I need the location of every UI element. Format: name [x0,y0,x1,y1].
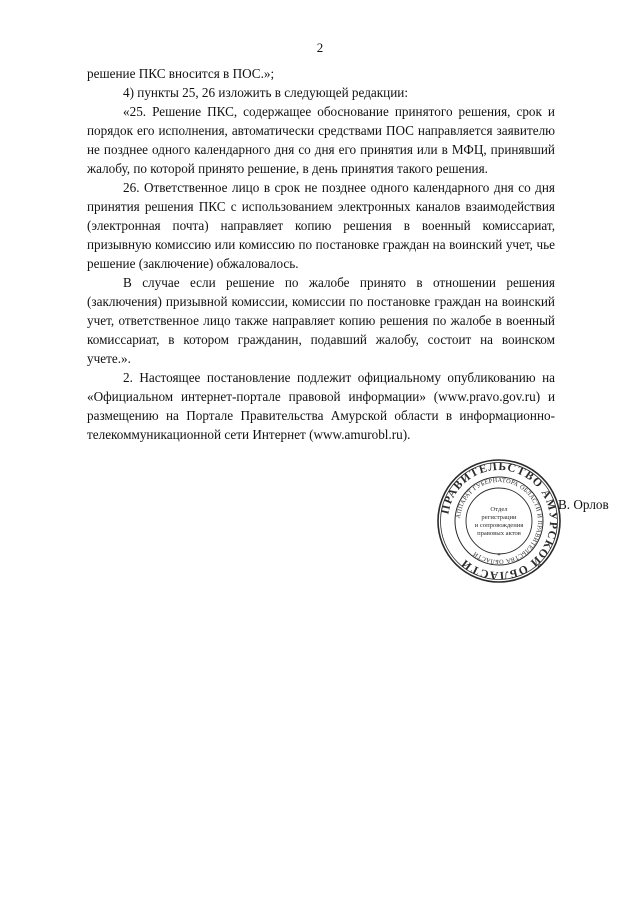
document-body [87,64,555,444]
signature-block [558,497,609,513]
paragraph-publication: 2. Настоящее постановление подлежит официальному опубликованию на «Официальном интернет-портале правовой информации» (www.pravo.gov.ru) и размещению на Портале Правительства Амурской области в информационно-телекоммуникационной сети Интернет (www.amurobl.ru). [87,370,555,442]
seal-inner-text: АППАРАТ ГУБЕРНАТОРА ОБЛАСТИ И ПРАВИТЕЛЬСТВА ОБЛАСТИ [455,476,544,566]
paragraph-item-4: 4) пункты 25, 26 изложить в следующей редакции: [123,85,408,100]
seal-graphic [436,458,562,584]
page-number: 2 [316,40,324,55]
paragraph-continuation: решение ПКС вносится в ПОС.»; [87,66,275,81]
signer-initial: В. [558,497,571,512]
seal-star-icon: * [497,552,501,560]
paragraph-point-25: «25. Решение ПКС, содержащее обоснование принятого решения, срок и порядок его исполнения, автоматически средствами ПОС направляется заявителю не позднее одного календарного дня со дня его принятия или в МФЦ, принявший жалобу, по которой принято решение, в день принятия такого решения. [87,104,555,176]
signer-surname: Орлов [573,497,609,512]
seal-outer-text: ПРАВИТЕЛЬСТВО АМУРСКОЙ ОБЛАСТИ [439,460,560,582]
seal-center-line-3: и сопровождения [474,522,524,529]
official-seal [436,458,562,584]
seal-center-line-1: Отдел [490,506,508,513]
seal-inner-ring [466,488,532,554]
seal-center-line-4: правовых актов [477,530,521,537]
paragraph-point-26: 26. Ответственное лицо в срок не позднее одного календарного дня со дня принятия решения ПКС с использованием электронных каналов взаимодействия (электронная почта) направляет копию решения в военный комиссариат, призывную комиссию или комиссию по постановке граждан на воинский учет, чье решение (заключение) обжаловалось. [87,180,555,271]
paragraph-point-26-continued: В случае если решение по жалобе принято в отношении решения (заключения) призывной комиссии, комиссии по постановке граждан на воинский учет, ответственное лицо также направляет копию решения по жалобе в военный комиссариат, в котором гражданин, подавший жалобу, состоит на воинском учете.». [87,275,555,366]
seal-center-line-2: регистрации [481,514,517,521]
